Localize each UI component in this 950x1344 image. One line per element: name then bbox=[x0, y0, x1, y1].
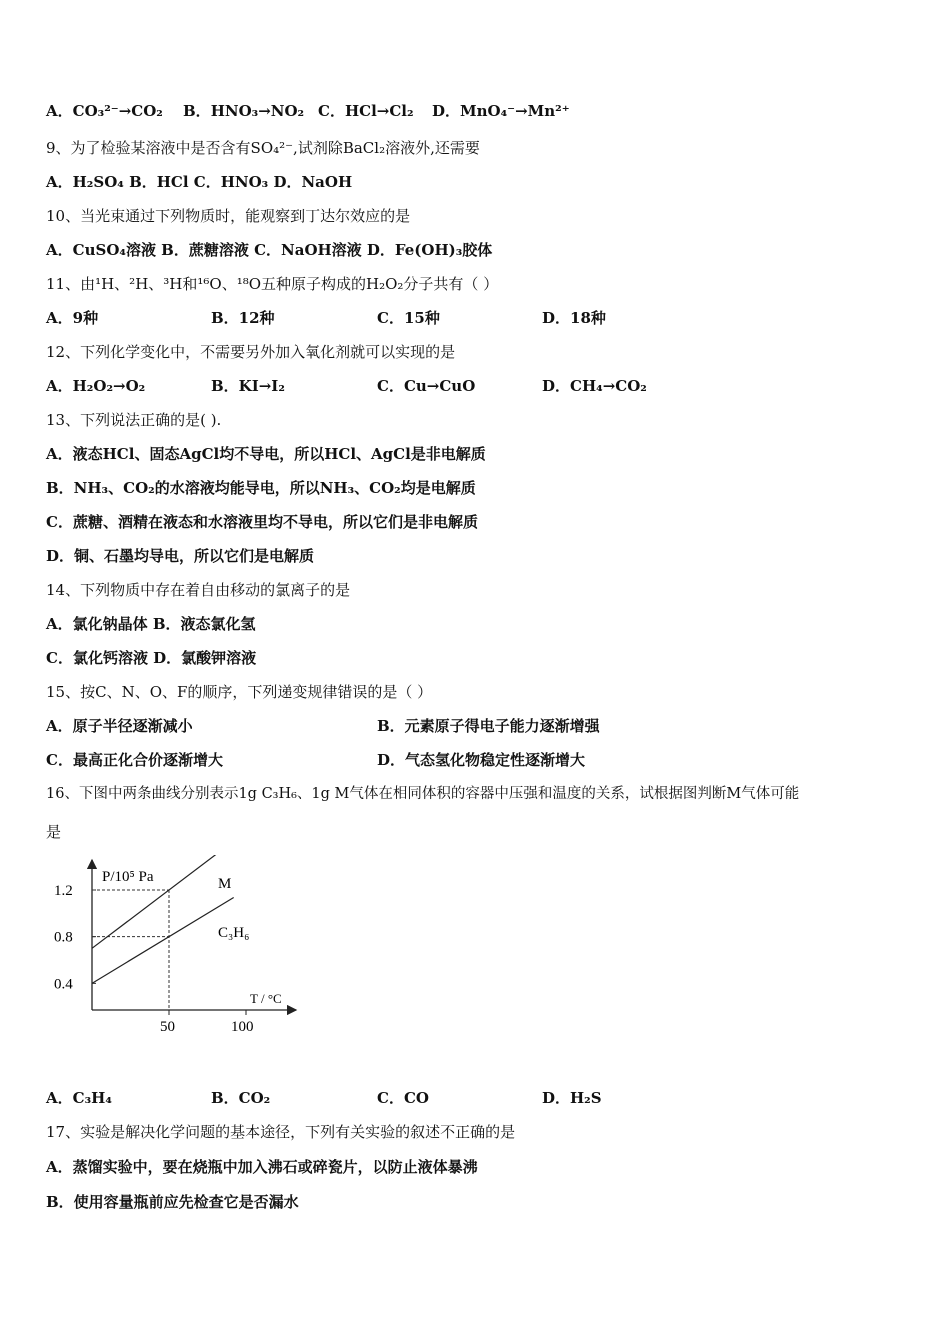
q12-option-a: A．H₂O₂→O₂ bbox=[46, 377, 146, 395]
q14-stem: 14、下列物质中存在着自由移动的氯离子的是 bbox=[46, 581, 351, 599]
q13-stem: 13、下列说法正确的是( ). bbox=[46, 411, 222, 429]
q8-option-b-text: HNO₃→NO₂ bbox=[210, 102, 305, 120]
q13-option-a: A．液态HCl、固态AgCl均不导电，所以HCl、AgCl是非电解质 bbox=[46, 445, 486, 463]
x-tick-label-0: 50 bbox=[160, 1019, 175, 1035]
series-label-0: M bbox=[218, 876, 232, 892]
q16-stem-line1: 16、下图中两条曲线分别表示1g C₃H₆、1g M气体在相同体积的容器中压强和温度的关系，试根据图判断M气体可能 bbox=[46, 786, 800, 802]
q17-option-b: B．使用容量瓶前应先检查它是否漏水 bbox=[46, 1193, 299, 1211]
q17-option-a: A．蒸馏实验中，要在烧瓶中加入沸石或碎瓷片，以防止液体暴沸 bbox=[46, 1158, 478, 1176]
x-tick-label-1: 100 bbox=[231, 1019, 254, 1035]
q12-option-d: D．CH₄→CO₂ bbox=[542, 377, 647, 395]
q8-option-d bbox=[432, 101, 570, 121]
q16-option-a: A．C₃H₄ bbox=[46, 1089, 112, 1107]
q8-option-a bbox=[46, 101, 163, 121]
y-tick-label-1: 0.8 bbox=[54, 929, 73, 946]
q8-option-b bbox=[183, 101, 304, 121]
q12-stem: 12、下列化学变化中，不需要另外加入氧化剂就可以实现的是 bbox=[46, 343, 456, 361]
series-label-1: C₃H₆ bbox=[218, 925, 250, 941]
y-tick-label-2: 0.4 bbox=[54, 976, 73, 993]
q8-option-c bbox=[318, 101, 414, 121]
q15-option-a: A．原子半径逐渐减小 bbox=[46, 717, 193, 735]
y-tick-label-0: 1.2 bbox=[54, 883, 73, 899]
q12-option-c: C．Cu→CuO bbox=[377, 377, 476, 395]
q13-option-b: B．NH₃、CO₂的水溶液均能导电，所以NH₃、CO₂均是电解质 bbox=[46, 479, 476, 497]
q8-option-d-text: MnO₄⁻→Mn²⁺ bbox=[460, 102, 570, 120]
q14-options-ab: A．氯化钠晶体 B．液态氯化氢 bbox=[46, 615, 256, 633]
q13-option-d: D．铜、石墨均导电，所以它们是电解质 bbox=[46, 547, 315, 565]
series-line-1 bbox=[92, 897, 234, 983]
q15-option-c: C．最高正化合价逐渐增大 bbox=[46, 751, 223, 769]
q11-stem: 11、由¹H、²H、³H和¹⁶O、¹⁸O五种原子构成的H₂O₂分子共有（ ） bbox=[46, 275, 499, 293]
q13-option-c: C．蔗糖、酒精在液态和水溶液里均不导电，所以它们是非电解质 bbox=[46, 513, 478, 531]
q10-stem: 10、当光束通过下列物质时，能观察到丁达尔效应的是 bbox=[46, 207, 411, 225]
q15-stem: 15、按C、N、O、F的顺序，下列递变规律错误的是（ ） bbox=[46, 683, 433, 701]
q11-option-a: A．9种 bbox=[46, 309, 99, 327]
q9-stem: 9、为了检验某溶液中是否含有SO₄²⁻,试剂除BaCl₂溶液外,还需要 bbox=[46, 139, 480, 157]
q9-options: A．H₂SO₄ B．HCl C．HNO₃ D．NaOH bbox=[46, 173, 353, 191]
x-axis-label: T / °C bbox=[250, 991, 282, 1006]
q14-options-cd: C．氯化钙溶液 D．氯酸钾溶液 bbox=[46, 649, 257, 667]
q8-option-a-label: A． bbox=[46, 102, 73, 120]
q8-option-b-label: B． bbox=[183, 102, 211, 120]
q16-option-b: B．CO₂ bbox=[211, 1089, 271, 1107]
q16-option-c: C．CO bbox=[377, 1089, 429, 1107]
q12-option-b: B．KI→I₂ bbox=[211, 377, 285, 395]
q15-option-b: B．元素原子得电子能力逐渐增强 bbox=[377, 717, 600, 735]
q10-options: A．CuSO₄溶液 B．蔗糖溶液 C．NaOH溶液 D．Fe(OH)₃胶体 bbox=[46, 241, 493, 259]
q11-option-b: B．12种 bbox=[211, 309, 275, 327]
q8-option-c-label: C． bbox=[318, 102, 345, 120]
q16-stem-line2: 是 bbox=[46, 823, 62, 841]
q11-option-d: D．18种 bbox=[542, 309, 606, 327]
q15-option-d: D．气态氢化物稳定性逐渐增大 bbox=[377, 751, 586, 769]
q8-option-a-text: CO₃²⁻→CO₂ bbox=[72, 102, 163, 120]
q8-option-d-label: D． bbox=[432, 102, 461, 120]
q8-option-c-text: HCl→Cl₂ bbox=[344, 102, 414, 120]
q17-stem: 17、实验是解决化学问题的基本途径，下列有关实验的叙述不正确的是 bbox=[46, 1123, 516, 1141]
q11-option-c: C．15种 bbox=[377, 309, 440, 327]
pressure-temperature-graph bbox=[46, 855, 306, 1045]
y-axis-label: P/10⁵ Pa bbox=[102, 869, 154, 885]
q16-option-d: D．H₂S bbox=[542, 1089, 602, 1107]
